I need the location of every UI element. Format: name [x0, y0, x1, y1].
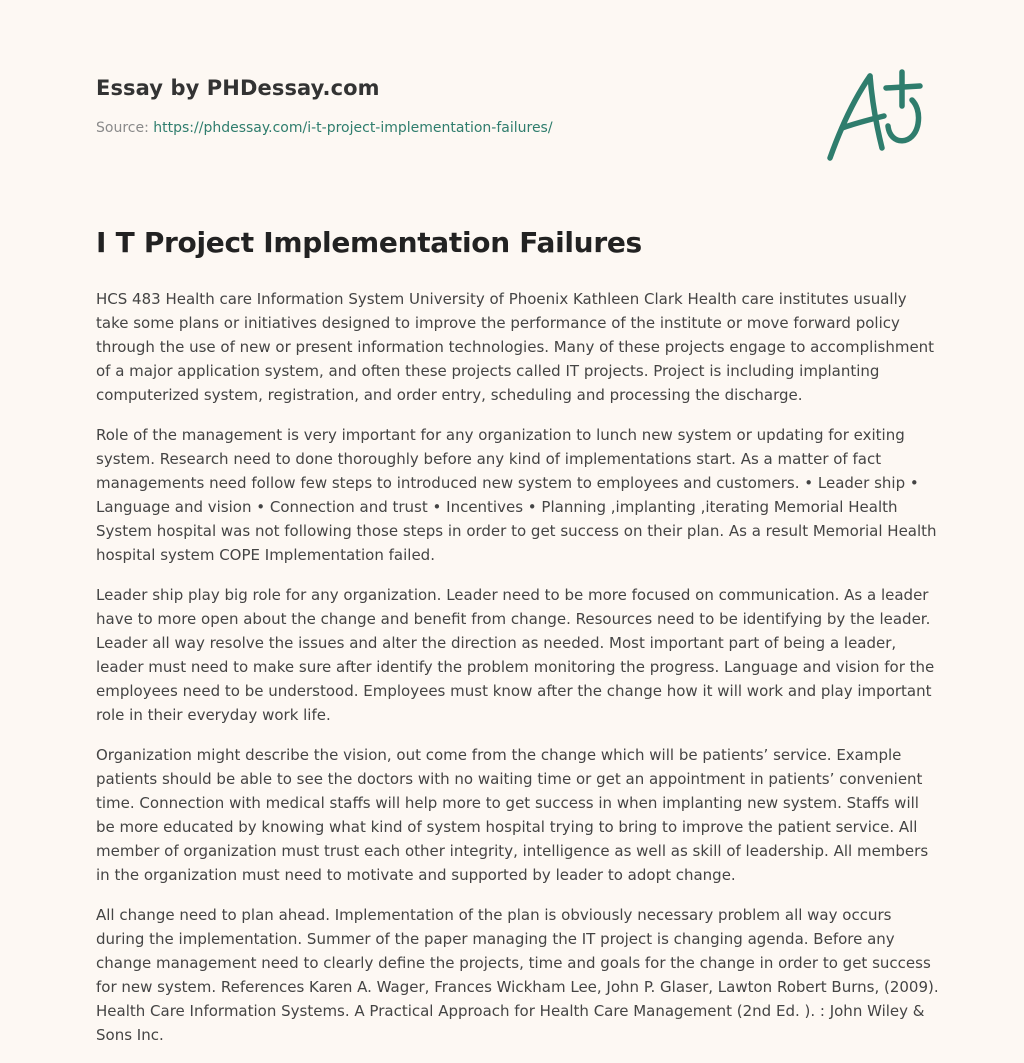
essay-paragraph: Role of the management is very important for any organization to lunch new system or updating for exiting system. Research need to done thoroughly before any kind of implementations start. As a matter of fact managements need follow few steps to introduced new system to employees and customers. • Leader ship • Language and vision • Connection and trust • Incentives • Planning ,implanting ,iterating Memorial Health System hospital was not following those steps in order to get success on their plan. As a result Memorial Health hospital system COPE Implementation failed. — [96, 426, 937, 564]
source-label: Source: — [96, 120, 154, 136]
essay-header — [96, 76, 816, 136]
essay-body — [96, 287, 940, 1063]
essay-paragraph: All change need to plan ahead. Implementation of the plan is obviously necessary problem all way occurs during the implementation. Summer of the paper managing the IT project is changing agenda. Before any change management need to clearly define the projects, time and goals for the change in order to get success for new system. References Karen A. Wager, Frances Wickham Lee, John P. Glaser, Lawton Robert Burns, (2009). Health Care Information Systems. A Practical Approach for Health Care Management (2nd Ed. ). : John Wiley & Sons Inc. — [96, 906, 939, 1044]
essay-paragraph: Leader ship play big role for any organization. Leader need to be more focused on communication. As a leader have to more open about the change and benefit from change. Resources need to be identifying by the leader. Leader all way resolve the issues and alter the direction as needed. Most important part of being a leader, leader must need to make sure after identify the problem monitoring the progress. Language and vision for the employees need to be understood. Employees must know after the change how it will work and play important role in their everyday work life. — [96, 586, 935, 724]
page-title: I T Project Implementation Failures — [96, 226, 642, 259]
essay-paragraph: Organization might describe the vision, out come from the change which will be patients’ service. Example patients should be able to see the doctors with no waiting time or get an appointment in patients’ convenient time. Connection with medical staffs will help more to get success in when implanting new system. Staffs will be more educated by knowing what kind of system hospital trying to bring to improve the patient service. All member of organization must trust each other integrity, intelligence as well as skill of leadership. All members in the organization must need to motivate and supported by leader to adopt change. — [96, 746, 929, 884]
essay-paragraph: HCS 483 Health care Information System University of Phoenix Kathleen Clark Health care institutes usually take some plans or initiatives designed to improve the performance of the institute or move forward policy through the use of new or present information technologies. Many of these projects engage to accomplishment of a major application system, and often these projects called IT projects. Project is including implanting computerized system, registration, and order entry, scheduling and processing the discharge. — [96, 290, 935, 404]
site-brand: Essay by PHDessay.com — [96, 76, 380, 100]
source-link[interactable]: https://phdessay.com/i-t-project-implementation-failures/ — [153, 120, 553, 136]
a-plus-logo-icon — [822, 66, 932, 164]
source-line — [96, 120, 816, 136]
